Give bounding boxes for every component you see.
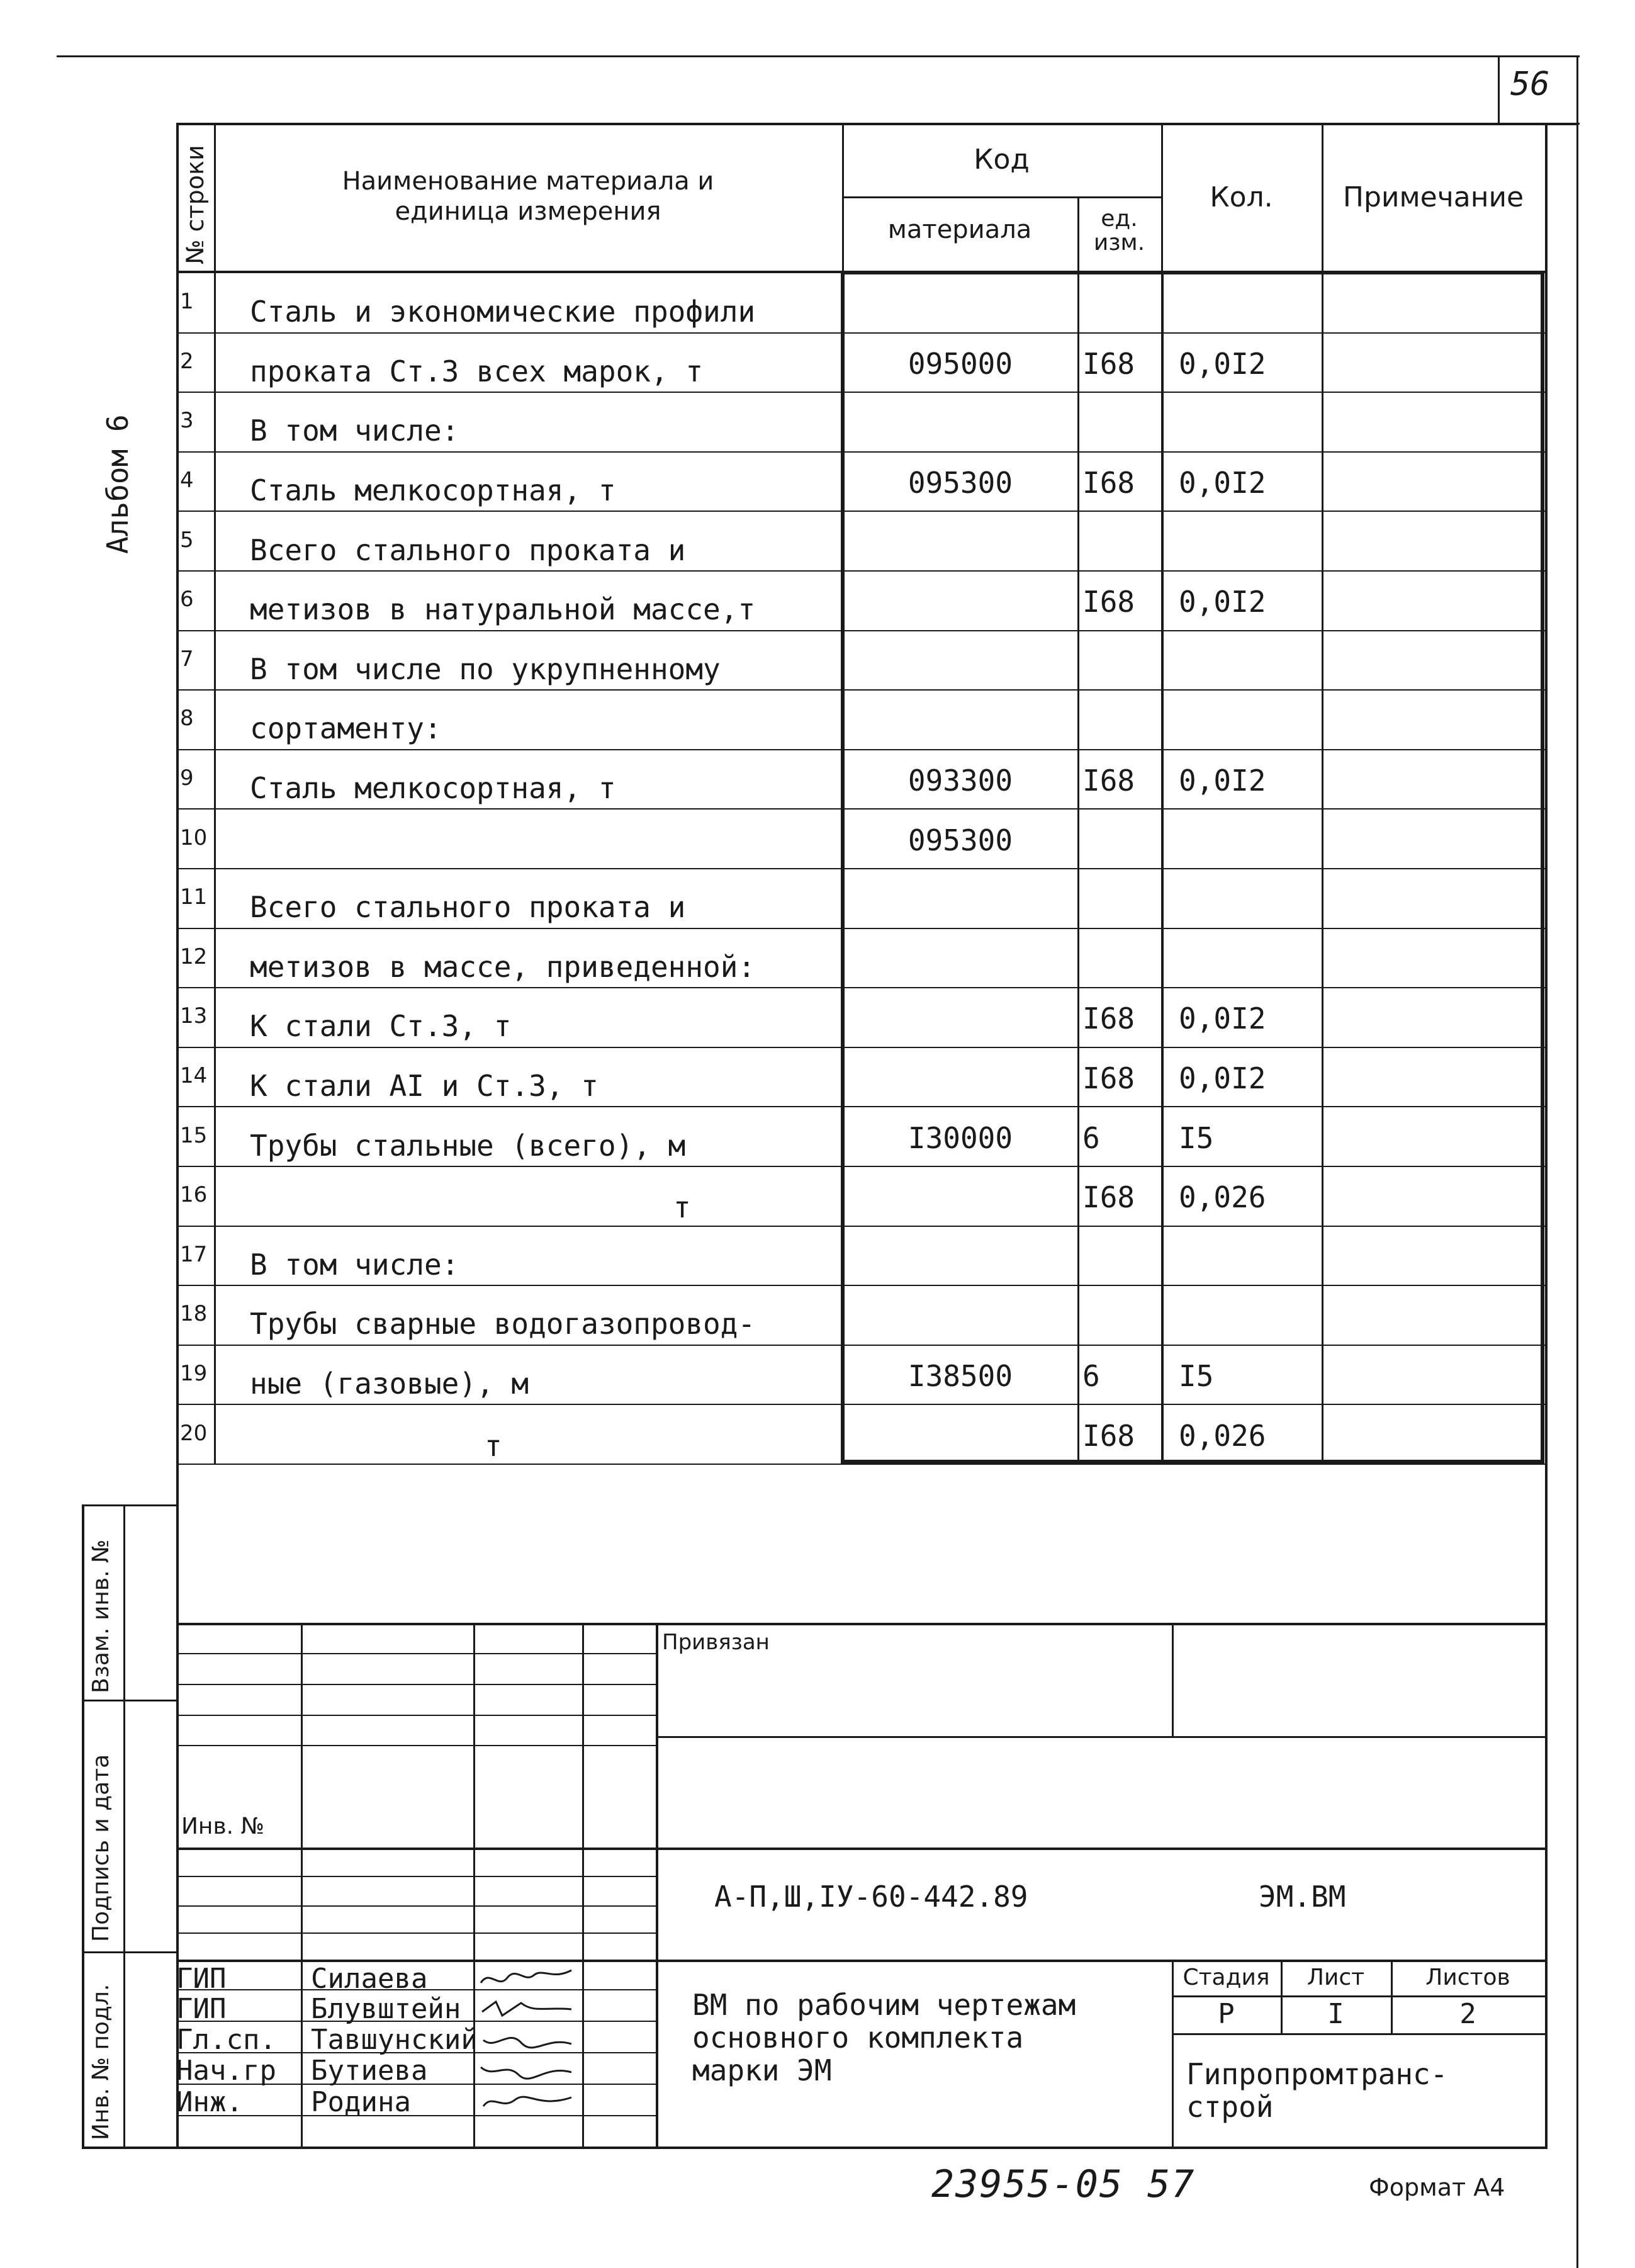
- format-label: Формат А4: [1369, 2174, 1505, 2201]
- row-number: 12: [180, 944, 208, 969]
- sheet-value: I: [1327, 1998, 1344, 2030]
- handwritten-signature: [477, 2056, 578, 2084]
- signatory-name: Бутиева: [311, 2055, 428, 2087]
- quantity: 0,0I2: [1179, 1061, 1266, 1096]
- unit-header-line2: изм.: [1093, 230, 1145, 256]
- signatory-name: Блувштейн: [311, 1993, 461, 2025]
- handwritten-signature: [477, 1964, 578, 1992]
- quantity: 0,026: [1179, 1180, 1266, 1215]
- attached-label: Привязан: [662, 1630, 770, 1655]
- signatory-role: ГИП: [176, 1963, 227, 1995]
- material-name: К стали Ст.3, т: [250, 1009, 512, 1044]
- unit-code: I68: [1082, 1418, 1135, 1453]
- row-number: 7: [180, 646, 194, 672]
- unit-code: I68: [1082, 585, 1135, 619]
- unit-code: I68: [1082, 1001, 1135, 1036]
- quantity: I5: [1179, 1359, 1214, 1394]
- material-name: проката Ст.3 всех марок, т: [250, 354, 704, 388]
- unit-code: 6: [1082, 1120, 1100, 1155]
- signatory-row: [176, 1993, 656, 2023]
- signatory-row: [176, 2024, 656, 2054]
- quantity: 0,0I2: [1179, 585, 1266, 619]
- material-name: ные (газовые), м: [250, 1367, 529, 1401]
- unit-header-line1: ед.: [1101, 206, 1138, 232]
- stage-value: Р: [1218, 1998, 1235, 2030]
- material-code: 095000: [907, 346, 1013, 381]
- organization-line-2: строй: [1186, 2090, 1274, 2124]
- signatory-row: [176, 2086, 656, 2116]
- sheets-total-value: 2: [1459, 1998, 1476, 2030]
- signatory-row: [176, 2055, 656, 2085]
- row-number: 17: [180, 1241, 208, 1267]
- row-number: 18: [180, 1301, 208, 1327]
- signatory-role: Гл.сп.: [176, 2024, 276, 2056]
- unit-code: I68: [1082, 346, 1135, 381]
- row-number: 9: [180, 765, 194, 791]
- material-name: В том числе:: [250, 1247, 459, 1282]
- quantity: I5: [1179, 1120, 1214, 1155]
- row-number: 16: [180, 1182, 208, 1208]
- handwritten-signature: [477, 2025, 578, 2053]
- note-header: Примечание: [1342, 181, 1524, 213]
- signatory-name: Тавшунский: [311, 2024, 478, 2056]
- row-number: 8: [180, 706, 194, 731]
- sheets-total-label: Листов: [1425, 1965, 1510, 1990]
- material-name: Трубы сварные водогазопровод-: [250, 1307, 756, 1341]
- row-number: 3: [180, 408, 194, 434]
- signatory-name: Родина: [311, 2086, 411, 2118]
- row-number: 13: [180, 1003, 208, 1029]
- material-name: т: [485, 1428, 502, 1463]
- archive-number: 23955-05 57: [931, 2162, 1196, 2206]
- material-name: Сталь и экономические профили: [250, 295, 756, 329]
- title-line-2: основного комплекта: [692, 2021, 1024, 2055]
- row-number: 1: [180, 289, 194, 315]
- material-name: т: [673, 1190, 691, 1225]
- row-number: 10: [180, 825, 208, 850]
- handwritten-signature: [477, 1994, 578, 2022]
- row-number-header: № строки: [181, 145, 209, 264]
- quantity: 0,026: [1179, 1418, 1266, 1453]
- row-number: 15: [180, 1122, 208, 1148]
- name-header-line1: Наименование материала и: [342, 167, 714, 196]
- material-code-header: материала: [887, 215, 1032, 244]
- stage-label: Стадия: [1183, 1965, 1270, 1990]
- material-name: В том числе:: [250, 414, 459, 448]
- row-number: 6: [180, 587, 194, 612]
- material-name: Сталь мелкосортная, т: [250, 473, 616, 508]
- code-header: Код: [974, 144, 1030, 176]
- signatory-role: Нач.гр: [176, 2055, 276, 2087]
- signatory-row: [176, 1963, 656, 1993]
- quantity: 0,0I2: [1179, 1001, 1266, 1036]
- material-code: I30000: [907, 1120, 1013, 1155]
- row-number: 14: [180, 1063, 208, 1089]
- document-mark: ЭМ.ВМ: [1259, 1880, 1346, 1914]
- title-line-1: ВМ по рабочим чертежам: [692, 1988, 1076, 2022]
- handwritten-signature: [477, 2087, 578, 2115]
- row-number: 5: [180, 527, 194, 553]
- sheet-label: Лист: [1306, 1965, 1365, 1990]
- signatory-name: Силаева: [311, 1963, 428, 1995]
- row-number: 19: [180, 1361, 208, 1387]
- material-name: Всего стального проката и: [250, 533, 686, 567]
- signatory-role: ГИП: [176, 1993, 227, 2025]
- material-name: сортаменту:: [250, 711, 442, 746]
- unit-code: I68: [1082, 764, 1135, 798]
- material-name: В том числе по укрупненному: [250, 652, 721, 686]
- material-name: метизов в массе, приведенной:: [250, 949, 756, 984]
- quantity: 0,0I2: [1179, 466, 1266, 500]
- row-number: 11: [180, 884, 208, 910]
- material-name: метизов в натуральной массе,т: [250, 592, 756, 627]
- unit-code: I68: [1082, 1180, 1135, 1215]
- replacement-inventory-label: Взам. инв. №: [88, 1539, 114, 1693]
- quantity-header: Кол.: [1210, 181, 1273, 213]
- quantity: 0,0I2: [1179, 346, 1266, 381]
- row-number: 4: [180, 468, 194, 494]
- quantity: 0,0I2: [1179, 764, 1266, 798]
- material-code: 095300: [907, 466, 1013, 500]
- material-name: Всего стального проката и: [250, 890, 686, 925]
- material-code: 093300: [907, 764, 1013, 798]
- album-label: Альбом 6: [101, 414, 135, 554]
- unit-code: I68: [1082, 1061, 1135, 1096]
- row-number: 2: [180, 348, 194, 374]
- name-header-line2: единица измерения: [395, 197, 661, 226]
- unit-code: I68: [1082, 466, 1135, 500]
- sheet-number: 56: [1510, 65, 1550, 103]
- organization-line-1: Гипропромтранс-: [1186, 2057, 1448, 2091]
- material-code: I38500: [907, 1359, 1013, 1394]
- material-name: Трубы стальные (всего), м: [250, 1128, 686, 1163]
- signature-date-label: Подпись и дата: [88, 1754, 114, 1942]
- unit-code: 6: [1082, 1359, 1100, 1394]
- row-number: 20: [180, 1420, 208, 1446]
- material-name: Сталь мелкосортная, т: [250, 771, 616, 806]
- document-code: А-П,Ш,IУ-60-442.89: [714, 1880, 1028, 1914]
- material-code: 095300: [907, 823, 1013, 857]
- original-inventory-label: Инв. № подл.: [88, 1983, 114, 2140]
- signatory-role: Инж.: [176, 2086, 243, 2118]
- title-line-3: марки ЭМ: [692, 2053, 832, 2087]
- inventory-number-label: Инв. №: [181, 1814, 265, 1839]
- material-name: К стали АI и Ст.3, т: [250, 1069, 598, 1103]
